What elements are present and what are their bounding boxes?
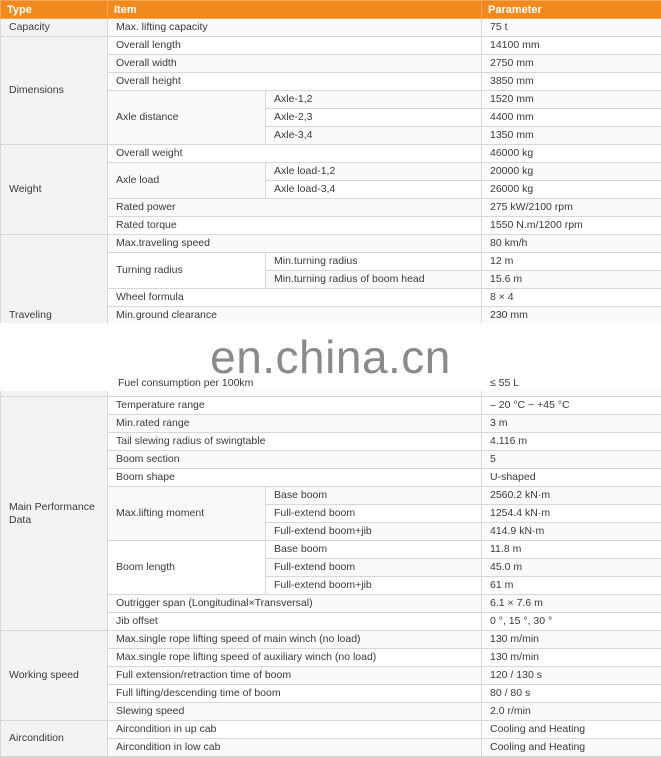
item-cell: Overall width xyxy=(108,55,482,73)
value-cell: 3 m xyxy=(482,415,661,433)
item-cell: Max.single rope lifting speed of auxiliary winch (no load) xyxy=(108,649,482,667)
value-cell: 14100 mm xyxy=(482,37,661,55)
value-cell: U-shaped xyxy=(482,469,661,487)
item-cell: Boom shape xyxy=(108,469,482,487)
value-cell: 4400 mm xyxy=(482,109,661,127)
item-cell: Full lifting/descending time of boom xyxy=(108,685,482,703)
value-cell: 2560.2 kN·m xyxy=(482,487,661,505)
item-cell: Tail slewing radius of swingtable xyxy=(108,433,482,451)
item-cell: Temperature range xyxy=(108,397,482,415)
item-cell: Overall height xyxy=(108,73,482,91)
value-cell: 1520 mm xyxy=(482,91,661,109)
item-cell: Boom length xyxy=(108,541,266,595)
value-cell: 6.1 × 7.6 m xyxy=(482,595,661,613)
item-cell: Slewing speed xyxy=(108,703,482,721)
value-cell: 0 °, 15 °, 30 ° xyxy=(482,613,661,631)
sub-item-cell: Base boom xyxy=(266,487,482,505)
value-cell: 75 t xyxy=(482,19,661,37)
sub-item-cell: Min.turning radius xyxy=(266,253,482,271)
value-cell: 1254.4 kN·m xyxy=(482,505,661,523)
table-row xyxy=(1,397,661,415)
sub-item-cell: Base boom xyxy=(266,541,482,559)
value-cell: 80 km/h xyxy=(482,235,661,253)
sub-item-cell: Axle-3,4 xyxy=(266,127,482,145)
item-cell: Wheel formula xyxy=(108,289,482,307)
value-cell: 414.9 kN·m xyxy=(482,523,661,541)
type-weight: Weight xyxy=(1,145,108,235)
value-cell: 1350 mm xyxy=(482,127,661,145)
sub-item-cell: Axle-2,3 xyxy=(266,109,482,127)
sub-item-cell: Full-extend boom+jib xyxy=(266,523,482,541)
fuel-consumption-value: ≤ 55 L xyxy=(490,377,519,389)
fuel-consumption-label: Fuel consumption per 100km xyxy=(118,377,253,389)
sub-item-cell: Full-extend boom xyxy=(266,559,482,577)
item-cell: Aircondition in low cab xyxy=(108,739,482,757)
value-cell: 130 m/min xyxy=(482,649,661,667)
item-cell: Boom section xyxy=(108,451,482,469)
value-cell: Cooling and Heating xyxy=(482,721,661,739)
item-cell: Max.lifting moment xyxy=(108,487,266,541)
value-cell: 45.0 m xyxy=(482,559,661,577)
value-cell: 80 / 80 s xyxy=(482,685,661,703)
value-cell: 15.6 m xyxy=(482,271,661,289)
item-cell: Overall length xyxy=(108,37,482,55)
table-row xyxy=(1,721,661,739)
item-cell: Outrigger span (Longitudinal×Transversal) xyxy=(108,595,482,613)
type-capacity: Capacity xyxy=(1,19,108,37)
value-cell: 130 m/min xyxy=(482,631,661,649)
type-dimensions: Dimensions xyxy=(1,37,108,145)
item-cell: Overall weight xyxy=(108,145,482,163)
value-cell: 275 kW/2100 rpm xyxy=(482,199,661,217)
type-traveling: Traveling xyxy=(1,235,108,397)
table-row xyxy=(1,37,661,55)
item-cell: Max.traveling speed xyxy=(108,235,482,253)
item-cell: Rated power xyxy=(108,199,482,217)
value-cell: 5 xyxy=(482,451,661,469)
value-cell: 26000 kg xyxy=(482,181,661,199)
value-cell: 1550 N.m/1200 rpm xyxy=(482,217,661,235)
value-cell: 2.0 r/min xyxy=(482,703,661,721)
item-cell: Turning radius xyxy=(108,253,266,289)
table-row xyxy=(1,145,661,163)
item-cell: Jib offset xyxy=(108,613,482,631)
table-header-row xyxy=(1,1,661,19)
item-cell: Full extension/retraction time of boom xyxy=(108,667,482,685)
table-row xyxy=(1,19,661,37)
table-row xyxy=(1,631,661,649)
watermark-text: en.china.cn xyxy=(210,330,451,384)
value-cell: 2750 mm xyxy=(482,55,661,73)
type-aircondition: Aircondition xyxy=(1,721,108,757)
item-cell: Min.rated range xyxy=(108,415,482,433)
type-main-performance: Main Performance Data xyxy=(1,397,108,631)
value-cell: 46000 kg xyxy=(482,145,661,163)
value-cell: 8 × 4 xyxy=(482,289,661,307)
header-parameter: Parameter xyxy=(482,1,661,19)
table-row xyxy=(1,235,661,253)
value-cell: – 20 °C ~ +45 °C xyxy=(482,397,661,415)
value-cell: 4.116 m xyxy=(482,433,661,451)
item-cell: Max.single rope lifting speed of main winch (no load) xyxy=(108,631,482,649)
sub-item-cell: Full-extend boom xyxy=(266,505,482,523)
item-cell: Max. lifting capacity xyxy=(108,19,482,37)
value-cell: 20000 kg xyxy=(482,163,661,181)
header-type: Type xyxy=(1,1,108,19)
value-cell: Cooling and Heating xyxy=(482,739,661,757)
sub-item-cell: Axle load-3,4 xyxy=(266,181,482,199)
value-cell: 11.8 m xyxy=(482,541,661,559)
sub-item-cell: Axle load-1,2 xyxy=(266,163,482,181)
value-cell: 230 mm xyxy=(482,307,661,325)
value-cell: 120 / 130 s xyxy=(482,667,661,685)
watermark-overlay xyxy=(0,323,661,391)
header-item: Item xyxy=(108,1,482,19)
sub-item-cell: Full-extend boom+jib xyxy=(266,577,482,595)
value-cell: 3850 mm xyxy=(482,73,661,91)
sub-item-cell: Min.turning radius of boom head xyxy=(266,271,482,289)
item-cell: Min.ground clearance xyxy=(108,307,482,325)
item-cell: Axle distance xyxy=(108,91,266,145)
item-cell: Rated torque xyxy=(108,217,482,235)
type-working-speed: Working speed xyxy=(1,631,108,721)
item-cell: Axle load xyxy=(108,163,266,199)
value-cell: 12 m xyxy=(482,253,661,271)
value-cell: 61 m xyxy=(482,577,661,595)
sub-item-cell: Axle-1,2 xyxy=(266,91,482,109)
item-cell: Aircondition in up cab xyxy=(108,721,482,739)
